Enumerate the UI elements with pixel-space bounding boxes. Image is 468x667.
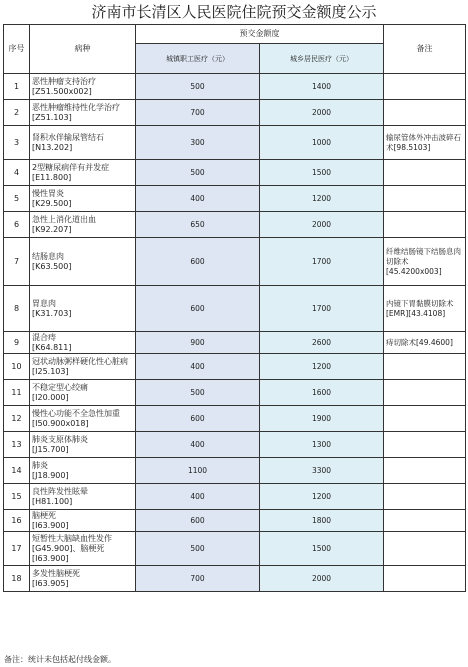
disease-cell bbox=[30, 484, 136, 510]
disease-cell bbox=[30, 126, 136, 160]
disease-cell bbox=[30, 186, 136, 212]
resident-amount: 1800 bbox=[260, 510, 384, 532]
table-row bbox=[4, 286, 466, 332]
remark-cell bbox=[384, 160, 466, 186]
header-remark: 备注 bbox=[384, 25, 466, 74]
remark-cell: 纤维结肠镜下结肠息肉切除术[45.4200x003] bbox=[384, 238, 466, 286]
resident-amount: 1500 bbox=[260, 532, 384, 566]
disease-cell bbox=[30, 100, 136, 126]
resident-amount: 3300 bbox=[260, 458, 384, 484]
remark-cell bbox=[384, 354, 466, 380]
remark-cell bbox=[384, 406, 466, 432]
row-number: 6 bbox=[4, 212, 30, 238]
header-amount-group: 预交金额度 bbox=[136, 25, 384, 44]
remark-cell bbox=[384, 380, 466, 406]
employee-amount: 400 bbox=[136, 432, 260, 458]
table-body bbox=[4, 74, 466, 592]
employee-amount: 500 bbox=[136, 380, 260, 406]
remark-cell bbox=[384, 532, 466, 566]
disease-cell bbox=[30, 332, 136, 354]
employee-amount: 700 bbox=[136, 100, 260, 126]
table-row bbox=[4, 238, 466, 286]
table-row bbox=[4, 510, 466, 532]
employee-amount: 500 bbox=[136, 74, 260, 100]
table-row bbox=[4, 432, 466, 458]
remark-cell bbox=[384, 74, 466, 100]
disease-cell bbox=[30, 406, 136, 432]
disease-cell bbox=[30, 212, 136, 238]
disease-cell bbox=[30, 510, 136, 532]
table-row bbox=[4, 566, 466, 592]
table-row bbox=[4, 532, 466, 566]
disease-cell bbox=[30, 160, 136, 186]
resident-amount: 1400 bbox=[260, 74, 384, 100]
table-row bbox=[4, 332, 466, 354]
row-number: 15 bbox=[4, 484, 30, 510]
header-no: 序号 bbox=[4, 25, 30, 74]
resident-amount: 1200 bbox=[260, 484, 384, 510]
header-disease: 病种 bbox=[30, 25, 136, 74]
disease-name: 脑梗死 bbox=[32, 510, 56, 520]
disease-cell bbox=[30, 238, 136, 286]
disease-code: [I63.900] bbox=[32, 520, 69, 530]
remark-cell: 内镜下胃黏膜切除术[EMR][43.4108] bbox=[384, 286, 466, 332]
disease-cell bbox=[30, 286, 136, 332]
table-row bbox=[4, 458, 466, 484]
disease-cell bbox=[30, 432, 136, 458]
remark-cell bbox=[384, 510, 466, 532]
row-number: 12 bbox=[4, 406, 30, 432]
disease-name: 混合痔 bbox=[32, 332, 56, 342]
resident-amount: 2000 bbox=[260, 212, 384, 238]
disease-code: [I25.103] bbox=[32, 366, 69, 376]
remark-cell bbox=[384, 186, 466, 212]
disease-name: 急性上消化道出血 bbox=[32, 214, 96, 224]
disease-code: [G45.900]、脑梗死[I63.900] bbox=[32, 543, 105, 563]
table-row bbox=[4, 212, 466, 238]
remark-cell bbox=[384, 100, 466, 126]
disease-code: [K92.207] bbox=[32, 224, 72, 234]
disease-code: [I50.900x018] bbox=[32, 418, 89, 428]
resident-amount: 1000 bbox=[260, 126, 384, 160]
resident-amount: 2600 bbox=[260, 332, 384, 354]
resident-amount: 1700 bbox=[260, 286, 384, 332]
disease-code: [N13.202] bbox=[32, 142, 73, 152]
employee-amount: 600 bbox=[136, 510, 260, 532]
employee-amount: 900 bbox=[136, 332, 260, 354]
disease-name: 恶性肿瘤维持性化学治疗 bbox=[32, 102, 120, 112]
employee-amount: 500 bbox=[136, 160, 260, 186]
row-number: 7 bbox=[4, 238, 30, 286]
row-number: 16 bbox=[4, 510, 30, 532]
disease-name: 肾积水伴输尿管结石 bbox=[32, 132, 104, 142]
disease-cell bbox=[30, 566, 136, 592]
disease-name: 不稳定型心绞痛 bbox=[32, 382, 88, 392]
table-header bbox=[4, 25, 466, 74]
disease-code: [K64.811] bbox=[32, 342, 72, 352]
remark-cell bbox=[384, 212, 466, 238]
disease-name: 肺炎 bbox=[32, 460, 48, 470]
remark-cell bbox=[384, 484, 466, 510]
disease-code: [H81.100] bbox=[32, 496, 73, 506]
table-row bbox=[4, 354, 466, 380]
employee-amount: 700 bbox=[136, 566, 260, 592]
employee-amount: 400 bbox=[136, 186, 260, 212]
disease-code: [K63.500] bbox=[32, 261, 72, 271]
employee-amount: 600 bbox=[136, 286, 260, 332]
row-number: 3 bbox=[4, 126, 30, 160]
disease-code: [I20.000] bbox=[32, 392, 69, 402]
remark-cell: 输尿管体外冲击波碎石术[98.5103] bbox=[384, 126, 466, 160]
disease-name: 慢性心功能不全急性加重 bbox=[32, 408, 120, 418]
disease-code: [J18.900] bbox=[32, 470, 69, 480]
row-number: 9 bbox=[4, 332, 30, 354]
disease-code: [J15.700] bbox=[32, 444, 69, 454]
employee-amount: 300 bbox=[136, 126, 260, 160]
resident-amount: 1600 bbox=[260, 380, 384, 406]
disease-name: 肺炎支原体肺炎 bbox=[32, 434, 88, 444]
row-number: 18 bbox=[4, 566, 30, 592]
page-title: 济南市长清区人民医院住院预交金额度公示 bbox=[91, 3, 377, 21]
employee-amount: 600 bbox=[136, 238, 260, 286]
disease-cell bbox=[30, 532, 136, 566]
footer-note: 备注：统计未包括起付线金额。 bbox=[4, 655, 116, 664]
disease-name: 冠状动脉粥样硬化性心脏病 bbox=[32, 356, 128, 366]
disease-name: 良性阵发性眩晕 bbox=[32, 486, 88, 496]
table-row bbox=[4, 186, 466, 212]
table-row bbox=[4, 160, 466, 186]
fee-table bbox=[3, 24, 466, 592]
resident-amount: 2000 bbox=[260, 566, 384, 592]
remark-cell bbox=[384, 458, 466, 484]
disease-code: [K29.500] bbox=[32, 198, 72, 208]
header-resident: 城乡居民医疗（元） bbox=[260, 44, 384, 74]
resident-amount: 1200 bbox=[260, 186, 384, 212]
table-row bbox=[4, 484, 466, 510]
employee-amount: 650 bbox=[136, 212, 260, 238]
disease-cell bbox=[30, 74, 136, 100]
row-number: 11 bbox=[4, 380, 30, 406]
row-number: 14 bbox=[4, 458, 30, 484]
employee-amount: 600 bbox=[136, 406, 260, 432]
disease-name: 多发性脑梗死 bbox=[32, 568, 80, 578]
disease-name: 短暂性大脑缺血性发作 bbox=[32, 533, 112, 543]
resident-amount: 1200 bbox=[260, 354, 384, 380]
disease-code: [K31.703] bbox=[32, 308, 72, 318]
disease-cell bbox=[30, 380, 136, 406]
employee-amount: 500 bbox=[136, 532, 260, 566]
employee-amount: 400 bbox=[136, 484, 260, 510]
disease-name: 2型糖尿病伴有并发症 bbox=[32, 162, 110, 172]
disease-name: 胃息肉 bbox=[32, 298, 56, 308]
disease-name: 恶性肿瘤支持治疗 bbox=[32, 76, 96, 86]
employee-amount: 1100 bbox=[136, 458, 260, 484]
resident-amount: 1700 bbox=[260, 238, 384, 286]
table-row bbox=[4, 100, 466, 126]
header-employee: 城镇职工医疗（元） bbox=[136, 44, 260, 74]
disease-code: [E11.800] bbox=[32, 172, 72, 182]
disease-name: 慢性胃炎 bbox=[32, 188, 64, 198]
resident-amount: 1500 bbox=[260, 160, 384, 186]
row-number: 10 bbox=[4, 354, 30, 380]
row-number: 5 bbox=[4, 186, 30, 212]
row-number: 1 bbox=[4, 74, 30, 100]
remark-cell: 痔切除术[49.4600] bbox=[384, 332, 466, 354]
remark-cell bbox=[384, 566, 466, 592]
disease-name: 结肠息肉 bbox=[32, 251, 64, 261]
table-row bbox=[4, 380, 466, 406]
table-row bbox=[4, 126, 466, 160]
disease-code: [Z51.500x002] bbox=[32, 86, 92, 96]
row-number: 4 bbox=[4, 160, 30, 186]
row-number: 17 bbox=[4, 532, 30, 566]
resident-amount: 1300 bbox=[260, 432, 384, 458]
remark-cell bbox=[384, 432, 466, 458]
resident-amount: 2000 bbox=[260, 100, 384, 126]
row-number: 13 bbox=[4, 432, 30, 458]
row-number: 8 bbox=[4, 286, 30, 332]
row-number: 2 bbox=[4, 100, 30, 126]
table-row bbox=[4, 406, 466, 432]
disease-code: [Z51.103] bbox=[32, 112, 72, 122]
employee-amount: 400 bbox=[136, 354, 260, 380]
table-row bbox=[4, 74, 466, 100]
disease-code: [I63.905] bbox=[32, 578, 69, 588]
resident-amount: 1900 bbox=[260, 406, 384, 432]
disease-cell bbox=[30, 458, 136, 484]
disease-cell bbox=[30, 354, 136, 380]
